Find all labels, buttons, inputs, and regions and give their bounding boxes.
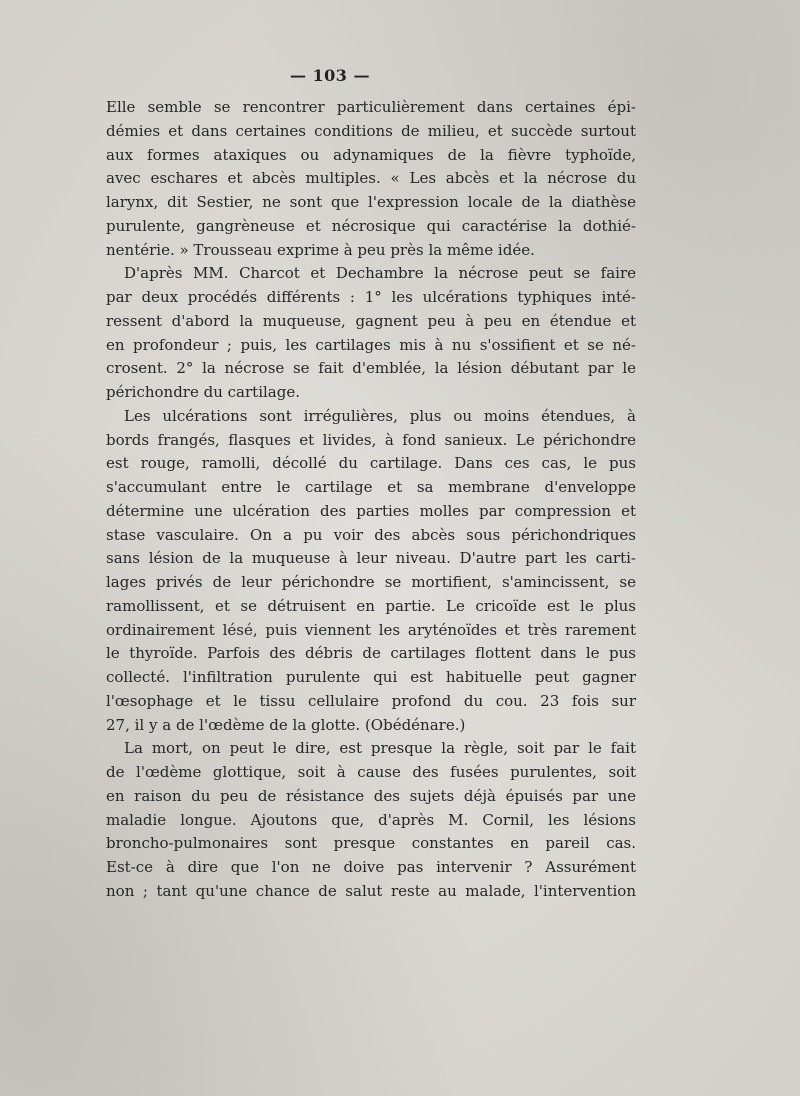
text-line: lages privés de leur périchondre se mortifient, s'amincissent, se [106, 573, 636, 591]
text-line: larynx, dit Sestier, ne sont que l'expression locale de la diathèse [106, 193, 636, 211]
text-line: non ; tant qu'une chance de salut reste au malade, l'intervention [106, 881, 636, 900]
text-line: bords frangés, flasques et livides, à fond sanieux. Le périchondre [106, 430, 636, 449]
text-line: avec eschares et abcès multiples. « Les abcès et la nécrose du [106, 169, 636, 188]
text-line: collecté. l'infiltration purulente qui est habituelle peut gagner [106, 668, 636, 686]
text-line: détermine une ulcération des parties molles par compression et [106, 501, 636, 520]
text-line: de l'œdème glottique, soit à cause des fusées purulentes, soit [106, 763, 636, 781]
text-line: ordinairement lésé, puis viennent les aryténoïdes et très rarement [106, 620, 636, 639]
body-text [106, 96, 636, 904]
text-line: périchondre du cartilage. [106, 383, 300, 401]
text-line: broncho-pulmonaires sont presque constantes en pareil cas. [106, 834, 636, 853]
text-line: sans lésion de la muqueuse à leur niveau. D'autre part les carti- [106, 549, 636, 568]
text-line: l'œsophage et le tissu cellulaire profond du cou. 23 fois sur [106, 691, 636, 710]
text-line: D'après MM. Charcot et Dechambre la nécrose peut se faire [124, 264, 636, 283]
text-line: Les ulcérations sont irrégulières, plus ou moins étendues, à [124, 406, 636, 425]
text-line: en raison du peu de résistance des sujets déjà épuisés par une [106, 786, 636, 805]
text-line: ressent d'abord la muqueuse, gagnent peu à peu en étendue et [106, 311, 636, 330]
text-line: par deux procédés différents : 1° les ulcérations typhiques inté- [106, 288, 636, 306]
text-line: nentérie. » Trousseau exprime à peu près la même idée. [106, 240, 535, 259]
page-number: — 103 — [289, 66, 371, 85]
text-line: Elle semble se rencontrer particulièrement dans certaines épi- [106, 98, 636, 116]
text-line: s'accumulant entre le cartilage et sa membrane d'enveloppe [106, 478, 636, 496]
text-line: le thyroïde. Parfois des débris de cartilages flottent dans le pus [106, 644, 636, 663]
text-line: crosent. 2° la nécrose se fait d'emblée, la lésion débutant par le [106, 359, 636, 378]
text-line: aux formes ataxiques ou adynamiques de la fièvre typhoïde, [106, 145, 636, 164]
text-line: 27, il y a de l'œdème de la glotte. (Obédénare.) [106, 715, 466, 734]
text-line: démies et dans certaines conditions de milieu, et succède surtout [106, 121, 636, 140]
text-line: maladie longue. Ajoutons que, d'après M. Cornil, les lésions [106, 810, 636, 829]
text-line: en profondeur ; puis, les cartilages mis à nu s'ossifient et se né- [106, 335, 636, 354]
text-line: La mort, on peut le dire, est presque la règle, soit par le fait [124, 739, 636, 758]
text-line: ramollissent, et se détruisent en partie. Le cricoïde est le plus [106, 596, 636, 615]
text-line: est rouge, ramolli, décollé du cartilage. Dans ces cas, le pus [106, 454, 636, 473]
text-line: Est-ce à dire que l'on ne doive pas intervenir ? Assurément [106, 858, 636, 876]
text-line: stase vasculaire. On a pu voir des abcès sous périchondriques [106, 525, 636, 544]
text-line: purulente, gangrèneuse et nécrosique qui caractérise la dothié- [106, 216, 636, 235]
